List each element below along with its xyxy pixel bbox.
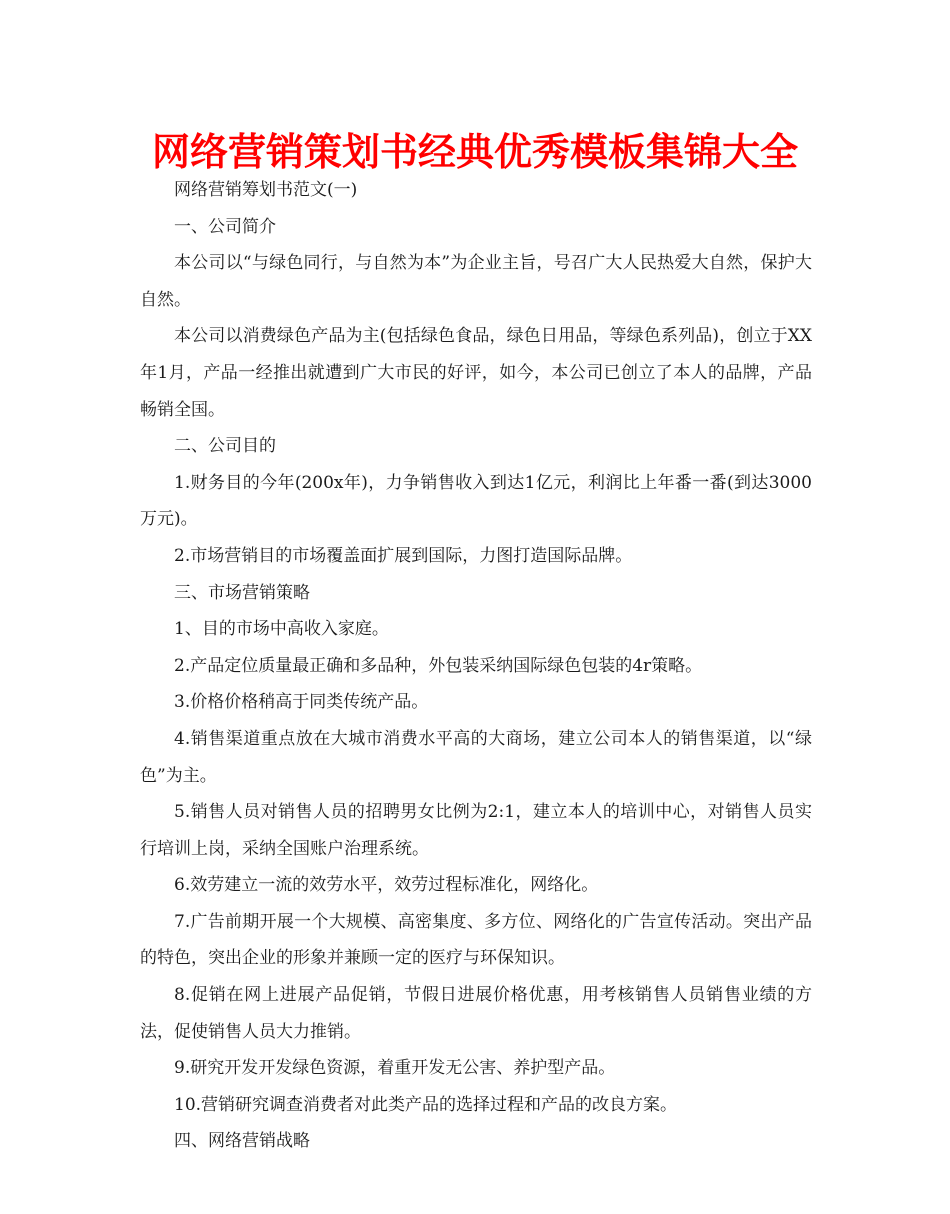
paragraph: 4.销售渠道重点放在大城市消费水平高的大商场，建立公司本人的销售渠道，以“绿色”为主。 [140, 728, 812, 786]
paragraph: 2.产品定位质量最正确和多品种，外包装采纳国际绿色包装的4r策略。 [174, 655, 703, 676]
paragraph: 8.促销在网上进展产品促销，节假日进展价格优惠，用考核销售人员销售业绩的方法，促使销售人员大力推销。 [140, 985, 812, 1042]
paragraph: 10.营销研究调查消费者对此类产品的选择过程和产品的改良方案。 [174, 1094, 678, 1115]
paragraph: 1.财务目的今年(200x年)，力争销售收入到达1亿元，利润比上年番一番(到达3000万元)。 [140, 472, 812, 530]
paragraph: 本公司以“与绿色同行，与自然为本”为企业主旨，号召广大人民热爱大自然，保护大自然。 [140, 253, 812, 310]
paragraph: 本公司以消费绿色产品为主(包括绿色食品，绿色日用品，等绿色系列品)，创立于XX年1月，产品一经推出就遭到广大市民的好评，如今，本公司已创立了本人的品牌，产品畅销全国。 [140, 326, 812, 420]
paragraph: 3.价格价格稍高于同类传统产品。 [174, 692, 429, 713]
paragraph: 9.研究开发开发绿色资源，着重开发无公害、养护型产品。 [174, 1058, 616, 1079]
paragraph-subtitle: 网络营销筹划书范文(一) [174, 180, 358, 200]
paragraph: 7.广告前期开展一个大规模、高密集度、多方位、网络化的广告宣传活动。突出产品的特色，突出企业的形象并兼顾一定的医疗与环保知识。 [140, 911, 812, 969]
paragraph-heading-company-intro: 一、公司简介 [174, 216, 276, 237]
paragraph: 1、目的市场中高收入家庭。 [174, 619, 389, 640]
document-body [140, 172, 812, 1160]
paragraph-heading-marketing-strategy: 三、市场营销策略 [174, 582, 310, 603]
document-title: 网络营销策划书经典优秀模板集锦大全 [151, 130, 798, 174]
paragraph-heading-company-goals: 二、公司目的 [174, 436, 276, 457]
paragraph: 6.效劳建立一流的效劳水平，效劳过程标准化，网络化。 [174, 875, 599, 896]
paragraph: 5.销售人员对销售人员的招聘男女比例为2:1，建立本人的培训中心，对销售人员实行培训上岗，采纳全国账户治理系统。 [140, 802, 812, 859]
paragraph-heading-network-strategy: 四、网络营销战略 [174, 1131, 310, 1152]
paragraph: 2.市场营销目的市场覆盖面扩展到国际，力图打造国际品牌。 [174, 545, 633, 566]
